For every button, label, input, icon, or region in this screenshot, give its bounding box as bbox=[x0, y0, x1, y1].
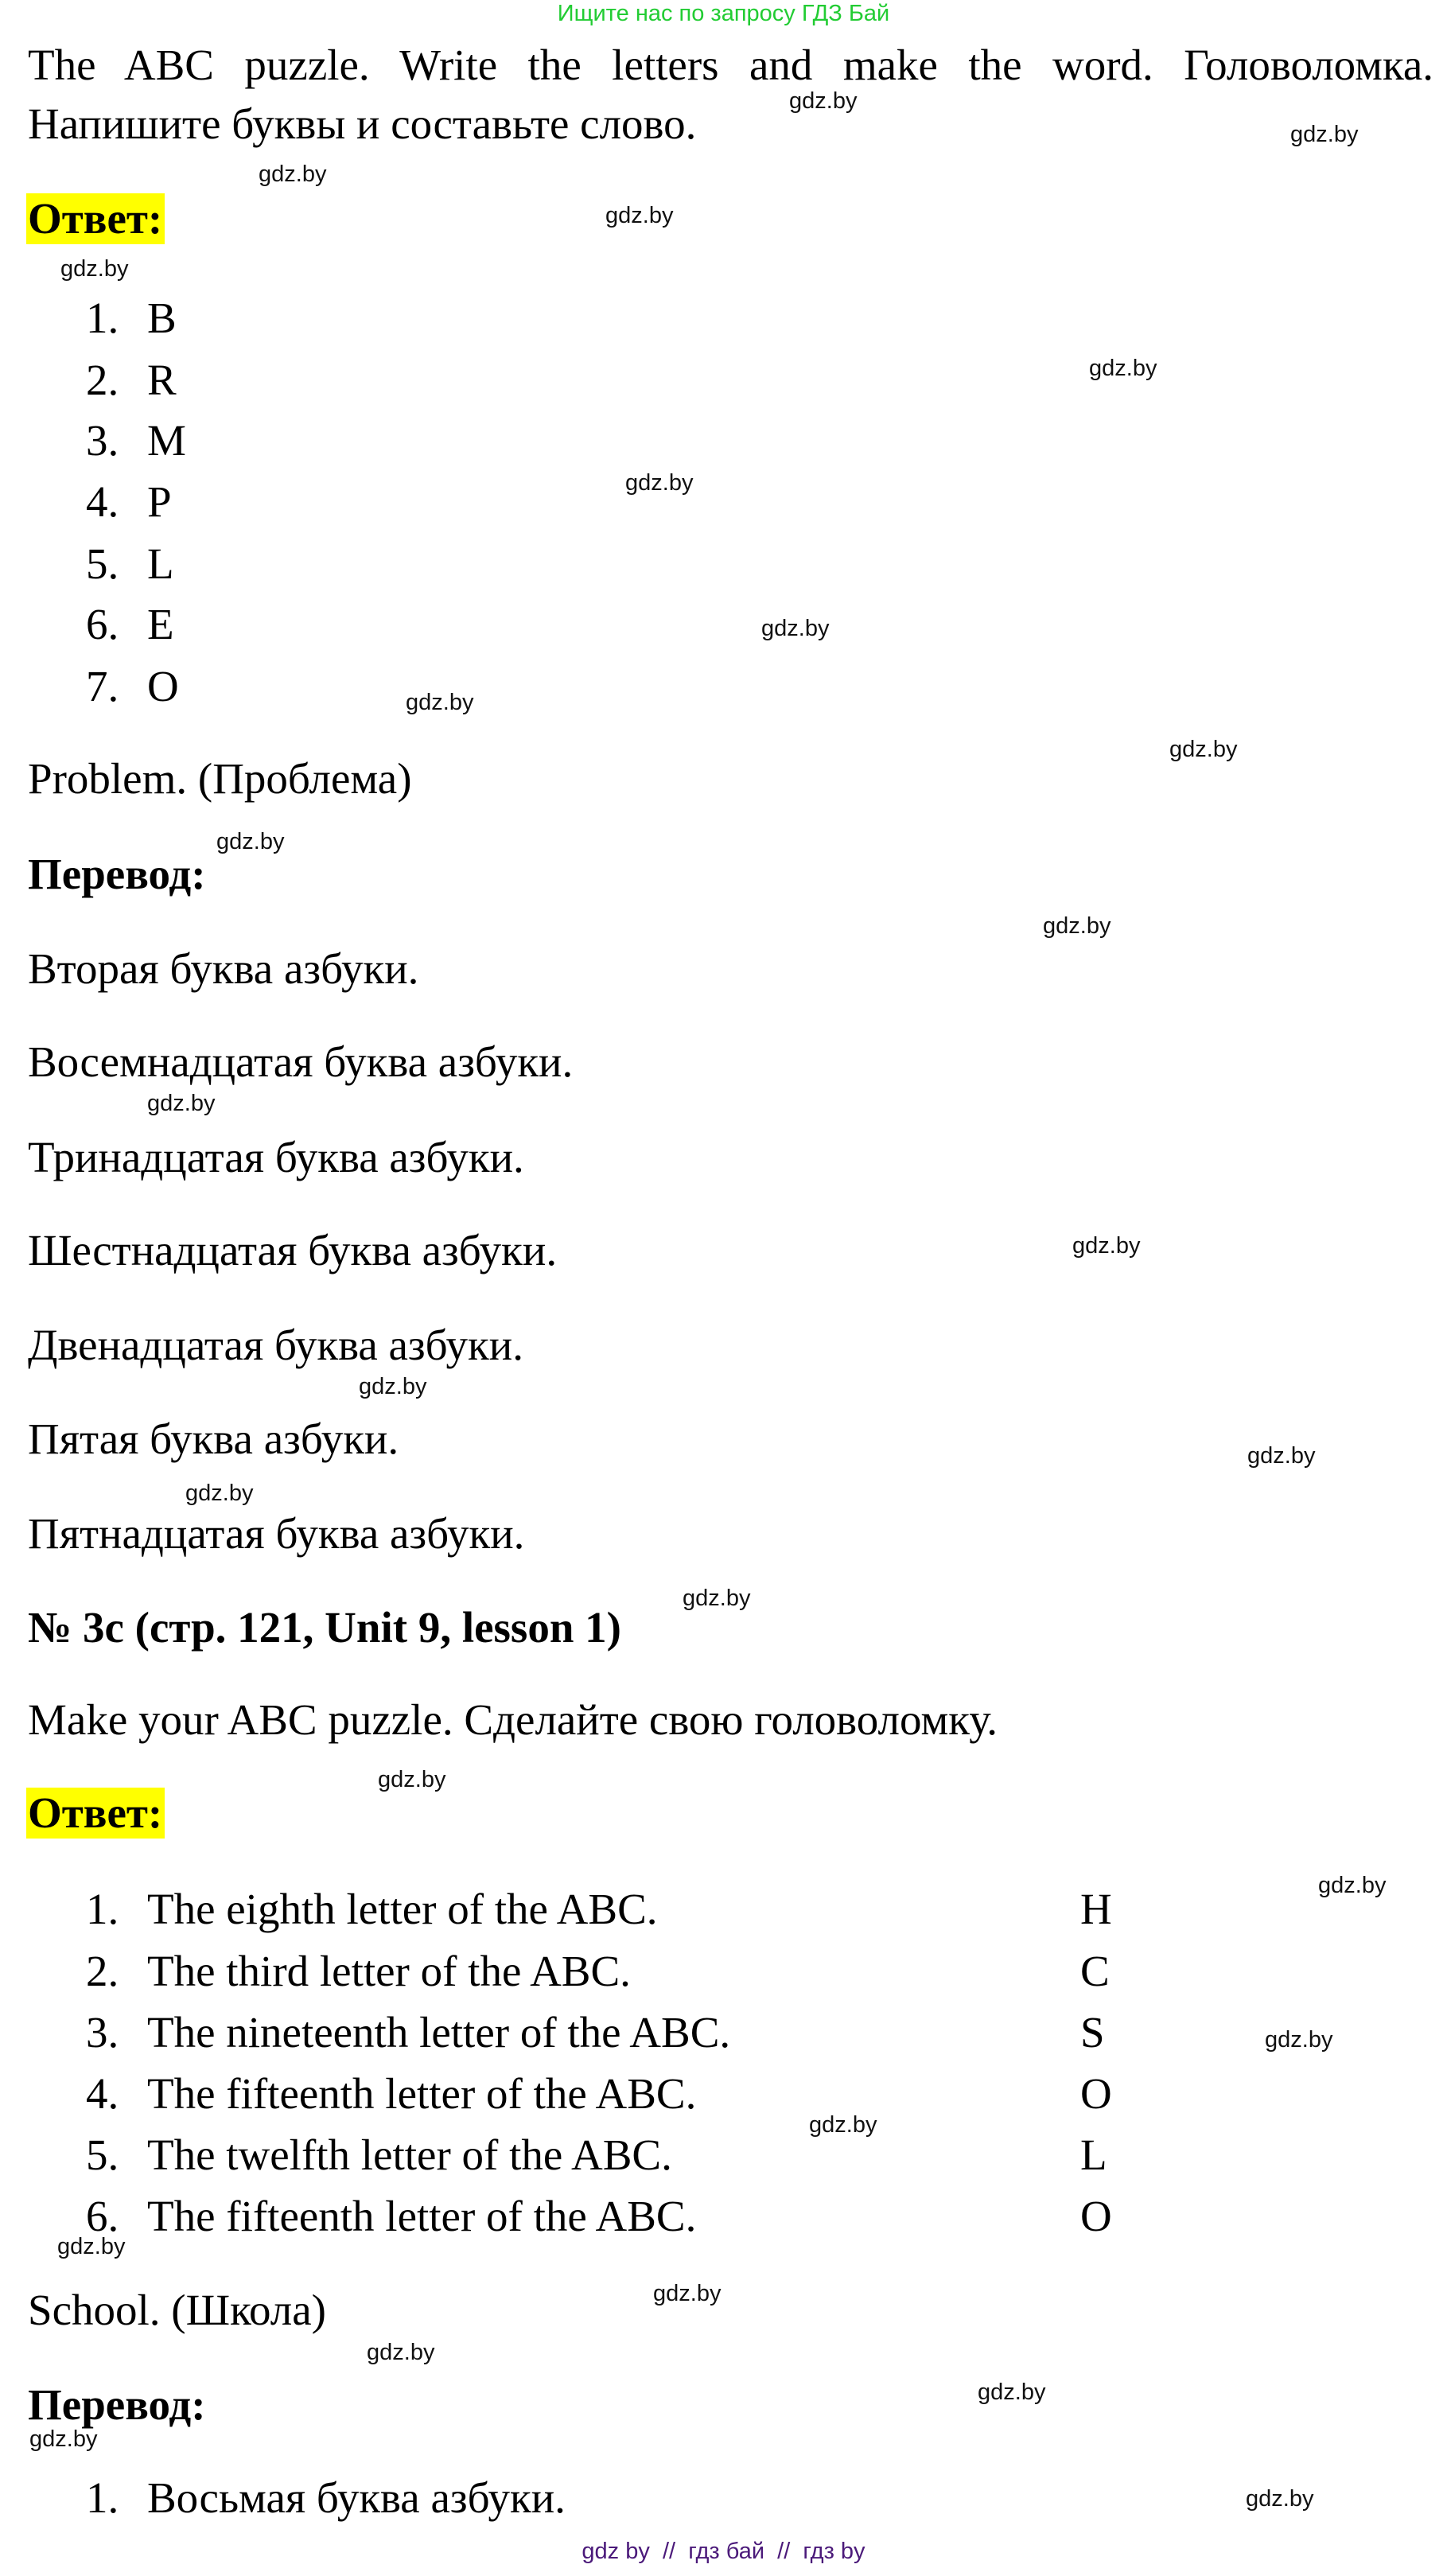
item-text: The third letter of the ABC. bbox=[147, 1947, 631, 1995]
watermark: gdz.by bbox=[761, 616, 830, 641]
watermark: gdz.by bbox=[367, 2340, 435, 2365]
item-number: 2. bbox=[86, 356, 119, 404]
translation-line: Пятая буква азбуки. bbox=[28, 1414, 399, 1463]
item-text: The fifteenth letter of the ABC. bbox=[147, 2192, 697, 2240]
watermark: gdz.by bbox=[57, 2234, 126, 2259]
watermark: gdz.by bbox=[1246, 2486, 1314, 2512]
watermark: gdz.by bbox=[1089, 356, 1157, 381]
watermark: gdz.by bbox=[605, 203, 674, 228]
item-letter: B bbox=[147, 294, 177, 342]
item-text: The eighth letter of the ABC. bbox=[147, 1885, 658, 1933]
watermark: gdz.by bbox=[789, 88, 858, 114]
item-letter: L bbox=[147, 539, 174, 588]
translation-label-1: Перевод: bbox=[28, 850, 206, 898]
exercise-heading: № 3c (стр. 121, Unit 9, lesson 1) bbox=[28, 1603, 621, 1652]
item-number: 2. bbox=[86, 1947, 119, 1995]
answer-label-2: Ответ: bbox=[26, 1788, 165, 1839]
translation-line: Двенадцатая буква азбуки. bbox=[28, 1321, 523, 1369]
watermark: gdz.by bbox=[378, 1767, 446, 1792]
translation-label-2: Перевод: bbox=[28, 2380, 206, 2429]
task-text-1: The ABC puzzle. Write the letters and make the word. Головоломка. Напишите буквы и составьте слово. bbox=[28, 41, 1433, 148]
item-letter: O bbox=[1080, 2069, 1112, 2118]
translation-line: Восемнадцатая буква азбуки. bbox=[28, 1037, 574, 1086]
top-banner: Ищите нас по запросу ГДЗ Бай bbox=[557, 1, 890, 26]
answer-label-1: Ответ: bbox=[26, 193, 165, 244]
item-letter: O bbox=[1080, 2192, 1112, 2240]
item-number: 3. bbox=[86, 2008, 119, 2057]
item-number: 1. bbox=[86, 1885, 119, 1933]
watermark: gdz.by bbox=[625, 470, 694, 496]
item-letter: H bbox=[1080, 1885, 1112, 1933]
watermark: gdz.by bbox=[147, 1091, 216, 1116]
result-word-1: Problem. (Проблема) bbox=[28, 754, 412, 803]
item-number: 6. bbox=[86, 2192, 119, 2240]
item-text: The twelfth letter of the ABC. bbox=[147, 2130, 672, 2179]
watermark: gdz.by bbox=[1265, 2027, 1333, 2053]
item-letter: P bbox=[147, 477, 172, 526]
result-word-2: School. (Школа) bbox=[28, 2286, 326, 2334]
item-letter: R bbox=[147, 356, 177, 404]
item-number: 3. bbox=[86, 416, 119, 465]
task-text-2: Make your ABC puzzle. Сделайте свою головоломку. bbox=[28, 1695, 998, 1744]
item-text: The fifteenth letter of the ABC. bbox=[147, 2069, 697, 2118]
watermark: gdz.by bbox=[683, 1586, 751, 1611]
watermark: gdz.by bbox=[60, 256, 129, 282]
watermark: gdz.by bbox=[1318, 1873, 1387, 1898]
item-letter: S bbox=[1080, 2008, 1105, 2057]
watermark: gdz.by bbox=[1169, 737, 1238, 762]
watermark: gdz.by bbox=[29, 2426, 98, 2452]
watermark: gdz.by bbox=[1043, 913, 1111, 939]
watermark: gdz.by bbox=[1247, 1443, 1316, 1469]
item-number: 4. bbox=[86, 2069, 119, 2118]
item-number: 5. bbox=[86, 2130, 119, 2179]
item-number: 1. bbox=[86, 2473, 119, 2522]
translation-line: Тринадцатая буква азбуки. bbox=[28, 1133, 524, 1181]
item-text: The nineteenth letter of the ABC. bbox=[147, 2008, 731, 2057]
watermark: gdz.by bbox=[406, 690, 474, 715]
watermark: gdz.by bbox=[216, 829, 285, 854]
watermark: gdz.by bbox=[185, 1481, 254, 1506]
item-letter: M bbox=[147, 416, 186, 465]
footer-links: gdz by // гдз бай // гдз by bbox=[582, 2539, 865, 2564]
item-text: Восьмая буква азбуки. bbox=[147, 2473, 566, 2522]
watermark: gdz.by bbox=[978, 2379, 1046, 2405]
item-letter: L bbox=[1080, 2130, 1107, 2179]
item-letter: O bbox=[147, 662, 179, 710]
item-letter: E bbox=[147, 600, 174, 648]
item-letter: C bbox=[1080, 1947, 1110, 1995]
item-number: 4. bbox=[86, 477, 119, 526]
watermark: gdz.by bbox=[653, 2281, 722, 2306]
item-number: 5. bbox=[86, 539, 119, 588]
watermark: gdz.by bbox=[1072, 1233, 1141, 1259]
translation-line: Шестнадцатая буква азбуки. bbox=[28, 1226, 558, 1274]
item-number: 7. bbox=[86, 662, 119, 710]
watermark: gdz.by bbox=[809, 2112, 877, 2138]
item-number: 1. bbox=[86, 294, 119, 342]
translation-line: Пятнадцатая буква азбуки. bbox=[28, 1509, 525, 1558]
watermark: gdz.by bbox=[259, 161, 327, 187]
watermark: gdz.by bbox=[359, 1374, 427, 1399]
watermark: gdz.by bbox=[1290, 122, 1359, 147]
translation-line: Вторая буква азбуки. bbox=[28, 944, 419, 993]
item-number: 6. bbox=[86, 600, 119, 648]
